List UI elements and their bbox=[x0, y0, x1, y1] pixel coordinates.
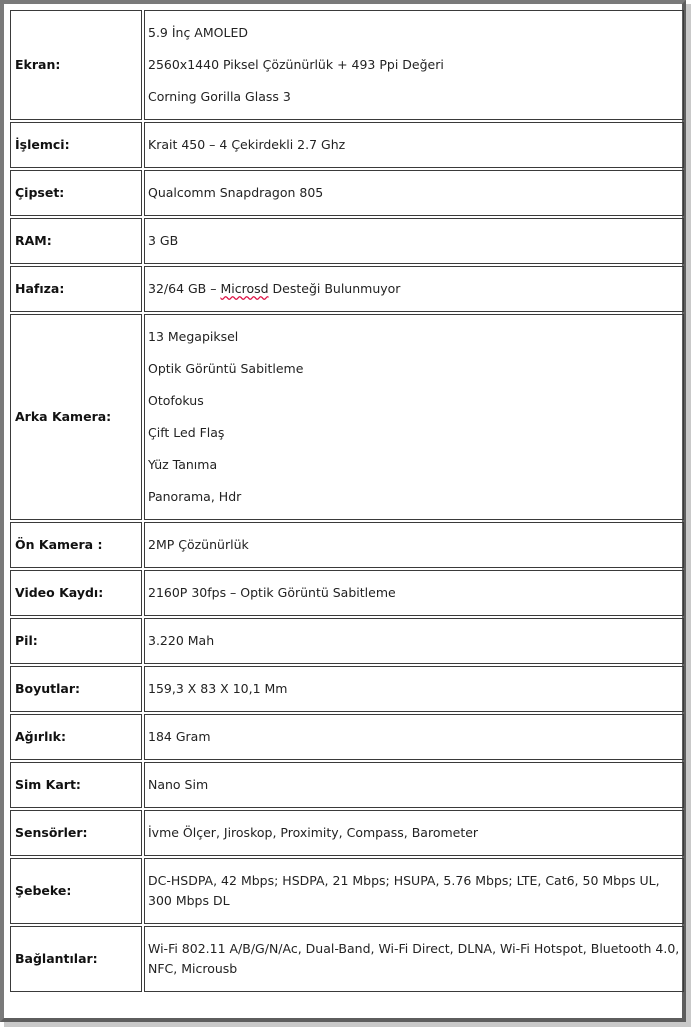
spec-label: Pil: bbox=[10, 618, 142, 664]
spec-value-line: Optik Görüntü Sabitleme bbox=[148, 361, 304, 376]
spec-value-text: 32/64 GB – bbox=[148, 281, 221, 296]
spec-value-line: 2560x1440 Piksel Çözünürlük + 493 Ppi Değeri bbox=[148, 57, 444, 72]
spec-label: Ön Kamera : bbox=[10, 522, 142, 568]
spec-value-line: Otofokus bbox=[148, 393, 204, 408]
spec-label: Video Kaydı: bbox=[10, 570, 142, 616]
spec-value bbox=[144, 10, 684, 120]
table-row bbox=[10, 926, 684, 992]
table-row bbox=[10, 10, 684, 120]
spec-value-line: 5.9 İnç AMOLED bbox=[148, 25, 248, 40]
spec-value: 159,3 X 83 X 10,1 Mm bbox=[144, 666, 684, 712]
spec-value: 2160P 30fps – Optik Görüntü Sabitleme bbox=[144, 570, 684, 616]
spec-value: İvme Ölçer, Jiroskop, Proximity, Compass, Barometer bbox=[144, 810, 684, 856]
spec-value: 3.220 Mah bbox=[144, 618, 684, 664]
table-row bbox=[10, 314, 684, 520]
table-row bbox=[10, 266, 684, 312]
table-row bbox=[10, 810, 684, 856]
spec-value-line: Yüz Tanıma bbox=[148, 457, 218, 472]
spec-value-line: Corning Gorilla Glass 3 bbox=[148, 89, 291, 104]
spec-value-line: Panorama, Hdr bbox=[148, 489, 242, 504]
spec-label: Sensörler: bbox=[10, 810, 142, 856]
spec-label: Şebeke: bbox=[10, 858, 142, 924]
spec-value: Wi-Fi 802.11 A/B/G/N/Ac, Dual-Band, Wi-Fi Direct, DLNA, Wi-Fi Hotspot, Bluetooth 4.0, NFC, Microusb bbox=[144, 926, 684, 992]
spec-value: Krait 450 – 4 Çekirdekli 2.7 Ghz bbox=[144, 122, 684, 168]
spec-value: 3 GB bbox=[144, 218, 684, 264]
table-row bbox=[10, 122, 684, 168]
spec-value-line: Çift Led Flaş bbox=[148, 425, 225, 440]
spec-value: DC-HSDPA, 42 Mbps; HSDPA, 21 Mbps; HSUPA, 5.76 Mbps; LTE, Cat6, 50 Mbps UL, 300 Mbps DL bbox=[144, 858, 684, 924]
spec-label: Sim Kart: bbox=[10, 762, 142, 808]
table-row bbox=[10, 714, 684, 760]
spec-label: Çipset: bbox=[10, 170, 142, 216]
table-row bbox=[10, 858, 684, 924]
table-row bbox=[10, 522, 684, 568]
table-row bbox=[10, 218, 684, 264]
spec-label: Arka Kamera: bbox=[10, 314, 142, 520]
spec-value bbox=[144, 314, 684, 520]
spec-value bbox=[144, 266, 684, 312]
spec-label: Bağlantılar: bbox=[10, 926, 142, 992]
spec-value: 2MP Çözünürlük bbox=[144, 522, 684, 568]
table-row bbox=[10, 762, 684, 808]
table-row bbox=[10, 170, 684, 216]
spec-value-line: 13 Megapiksel bbox=[148, 329, 239, 344]
frame-shadow bbox=[686, 4, 691, 1027]
spell-checked-word: Microsd bbox=[220, 281, 269, 296]
frame-shadow bbox=[4, 1022, 691, 1027]
table-row bbox=[10, 618, 684, 664]
spec-value-text: Desteği Bulunmuyor bbox=[268, 281, 401, 296]
spec-label: Boyutlar: bbox=[10, 666, 142, 712]
spec-value: Nano Sim bbox=[144, 762, 684, 808]
spec-label: İşlemci: bbox=[10, 122, 142, 168]
table-row bbox=[10, 570, 684, 616]
spec-value: Qualcomm Snapdragon 805 bbox=[144, 170, 684, 216]
spec-label: Hafıza: bbox=[10, 266, 142, 312]
table-row bbox=[10, 666, 684, 712]
spec-value: 184 Gram bbox=[144, 714, 684, 760]
spec-table bbox=[8, 8, 686, 994]
spec-label: Ağırlık: bbox=[10, 714, 142, 760]
spec-label: Ekran: bbox=[10, 10, 142, 120]
spec-label: RAM: bbox=[10, 218, 142, 264]
